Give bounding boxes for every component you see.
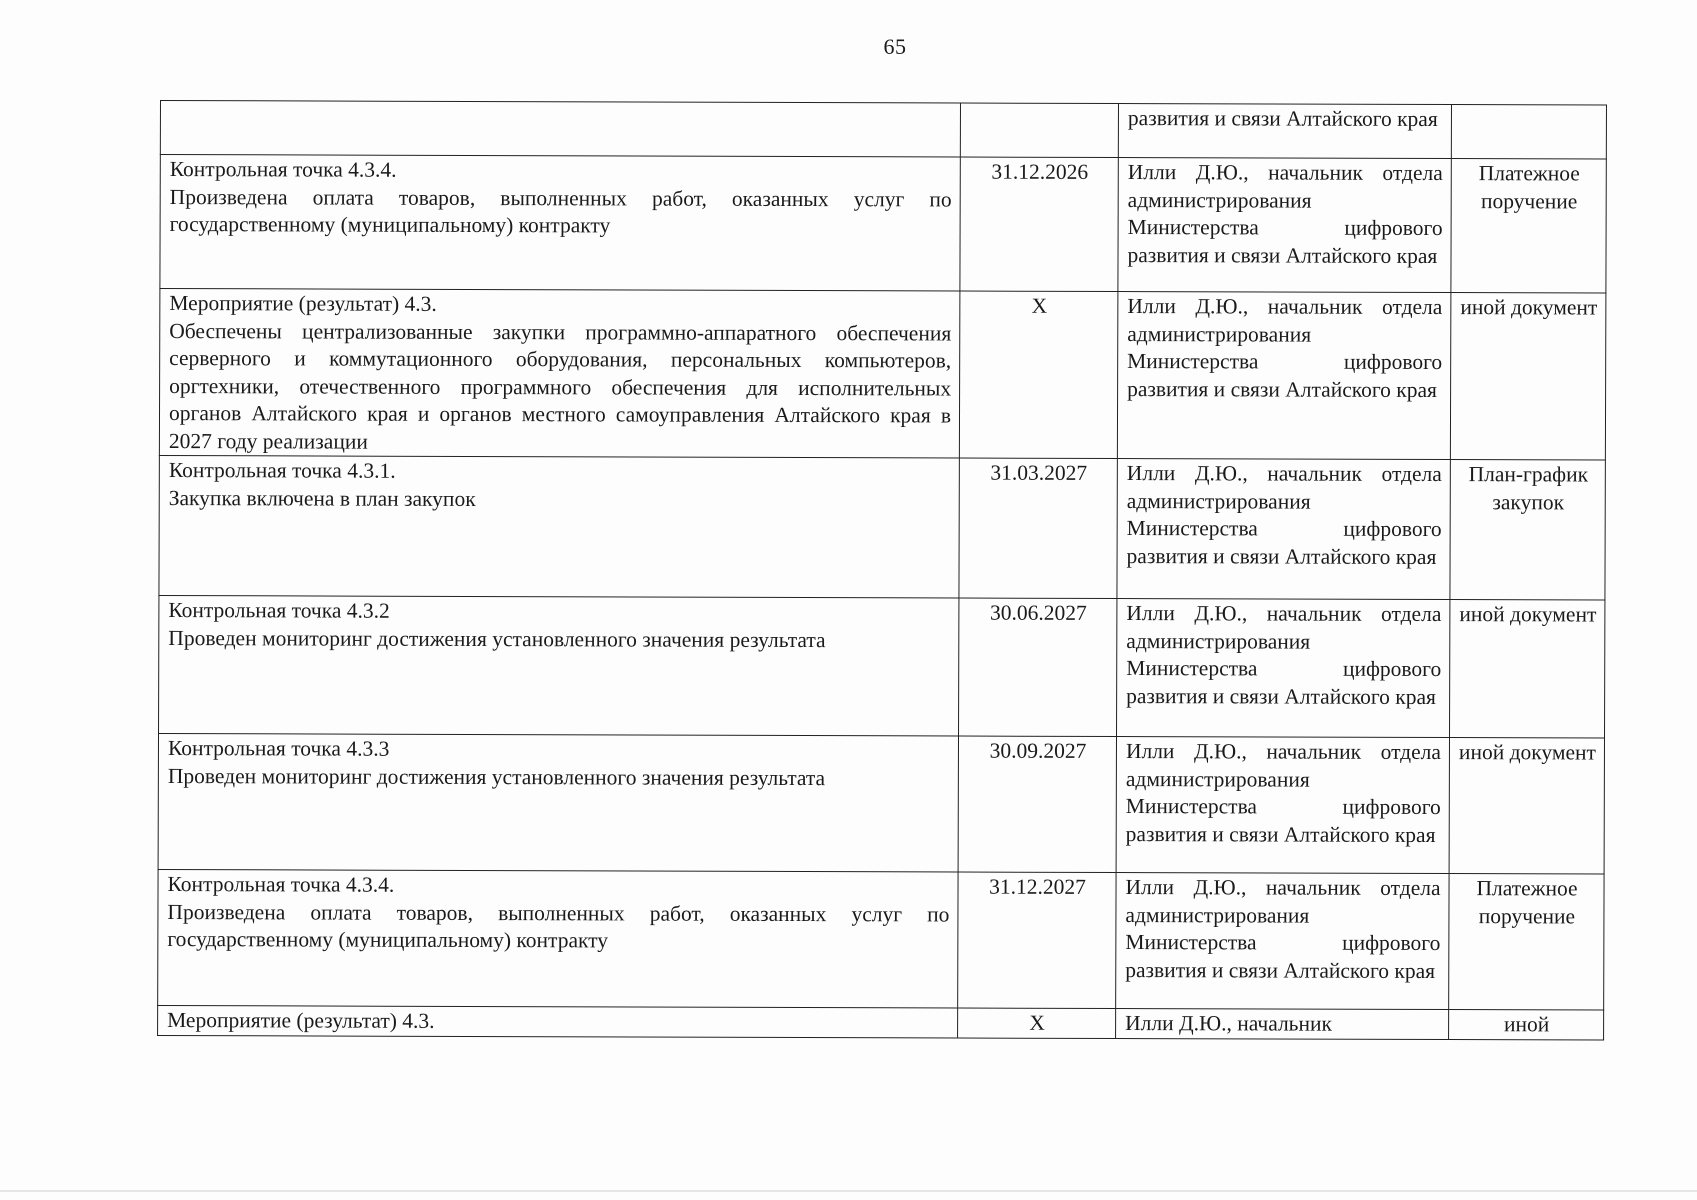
document-type-cell: иной: [1449, 1010, 1604, 1040]
item-title: Контрольная точка 4.3.3: [167, 736, 390, 761]
item-title: Мероприятие (результат) 4.3.: [169, 291, 437, 316]
item-description: [170, 102, 952, 104]
document-type-cell: План-график закупок: [1450, 460, 1605, 600]
item-description: Произведена оплата товаров, выполненных работ, оказанных услуг по государственному (муниципальному) контракту: [167, 899, 950, 953]
document-type-cell: иной документ: [1450, 293, 1606, 460]
deadline-cell: 30.06.2027: [959, 598, 1117, 736]
responsible-cell: Илли Д.Ю., начальник отдела администрирования Министерства цифрового развития и связи Алтайского края: [1117, 459, 1450, 600]
item-title: Мероприятие (результат) 4.3.: [167, 1008, 435, 1033]
responsible-cell: Илли Д.Ю., начальник: [1116, 1009, 1449, 1040]
control-points-table: [157, 100, 1607, 1040]
responsible-cell: Илли Д.Ю., начальник отдела администрирования Министерства цифрового развития и связи Алтайского края: [1117, 599, 1450, 738]
item-description: Закупка включена в план закупок: [168, 485, 476, 511]
deadline-cell: 30.09.2027: [958, 736, 1116, 872]
deadline-cell: 31.03.2027: [959, 458, 1117, 598]
responsible-cell: Илли Д.Ю., начальник отдела администрирования Министерства цифрового развития и связи Алтайского края: [1116, 873, 1449, 1010]
page-number: 65: [883, 34, 907, 59]
table-row: [158, 869, 1604, 1010]
table-row: [158, 733, 1604, 874]
item-description: Обеспечены централизованные закупки программно-аппаратного обеспечения серверного и коммутационного оборудования, персональных компьютеров, оргтехники, отечественного программного обеспечения для исполнительных органов Алтайского края и органов местного самоуправления Алтайского края в 2027 году реализации: [168, 318, 952, 454]
document-type-cell: Платежное поручение: [1449, 874, 1604, 1010]
deadline-cell: 31.12.2026: [960, 157, 1118, 291]
document-type-cell: [1451, 105, 1606, 159]
table-row: [159, 595, 1605, 738]
responsible-cell: Илли Д.Ю., начальник отдела администрирования Министерства цифрового развития и связи Алтайского края: [1117, 292, 1451, 460]
item-description: Произведена оплата товаров, выполненных работ, оказанных услуг по государственному (муниципальному) контракту: [169, 184, 952, 238]
document-type-cell: Платежное поручение: [1451, 159, 1606, 293]
table-row: [159, 455, 1605, 600]
item-description: Проведен мониторинг достижения установленного значения результата: [167, 763, 826, 790]
responsible-cell: Илли Д.Ю., начальник отдела администрирования Министерства цифрового развития и связи Алтайского края: [1116, 737, 1449, 874]
deadline-cell: [960, 103, 1118, 157]
item-description: Проведен мониторинг достижения установленного значения результата: [168, 625, 826, 652]
scan-edge-line: [0, 1190, 1697, 1192]
item-name-cell: [158, 1005, 958, 1037]
item-title: Контрольная точка 4.3.4.: [169, 157, 397, 182]
item-name-cell: [159, 289, 960, 459]
item-name-cell: [159, 595, 959, 736]
deadline-cell: X: [959, 291, 1118, 458]
document-type-cell: иной документ: [1449, 738, 1604, 874]
table-row: [159, 289, 1606, 461]
deadline-cell: 31.12.2027: [958, 872, 1116, 1008]
item-title: Контрольная точка 4.3.1.: [168, 458, 396, 483]
table-row: [160, 155, 1606, 294]
responsible-cell: Илли Д.Ю., начальник отдела администрирования Министерства цифрового развития и связи Алтайского края: [1118, 158, 1451, 293]
deadline-cell: X: [958, 1008, 1116, 1038]
item-name-cell: [158, 869, 958, 1008]
document-type-cell: иной документ: [1450, 600, 1605, 738]
item-title: Контрольная точка 4.3.4.: [167, 872, 395, 897]
table-row: [160, 101, 1606, 160]
item-name-cell: [160, 155, 960, 292]
item-name-cell: [159, 455, 959, 598]
item-name-cell: [158, 733, 958, 872]
table-row: [158, 1005, 1604, 1039]
item-name-cell: [160, 101, 960, 158]
item-title: [170, 102, 952, 104]
responsible-cell: развития и связи Алтайского края: [1118, 104, 1451, 159]
item-title: Контрольная точка 4.3.2: [168, 598, 390, 623]
